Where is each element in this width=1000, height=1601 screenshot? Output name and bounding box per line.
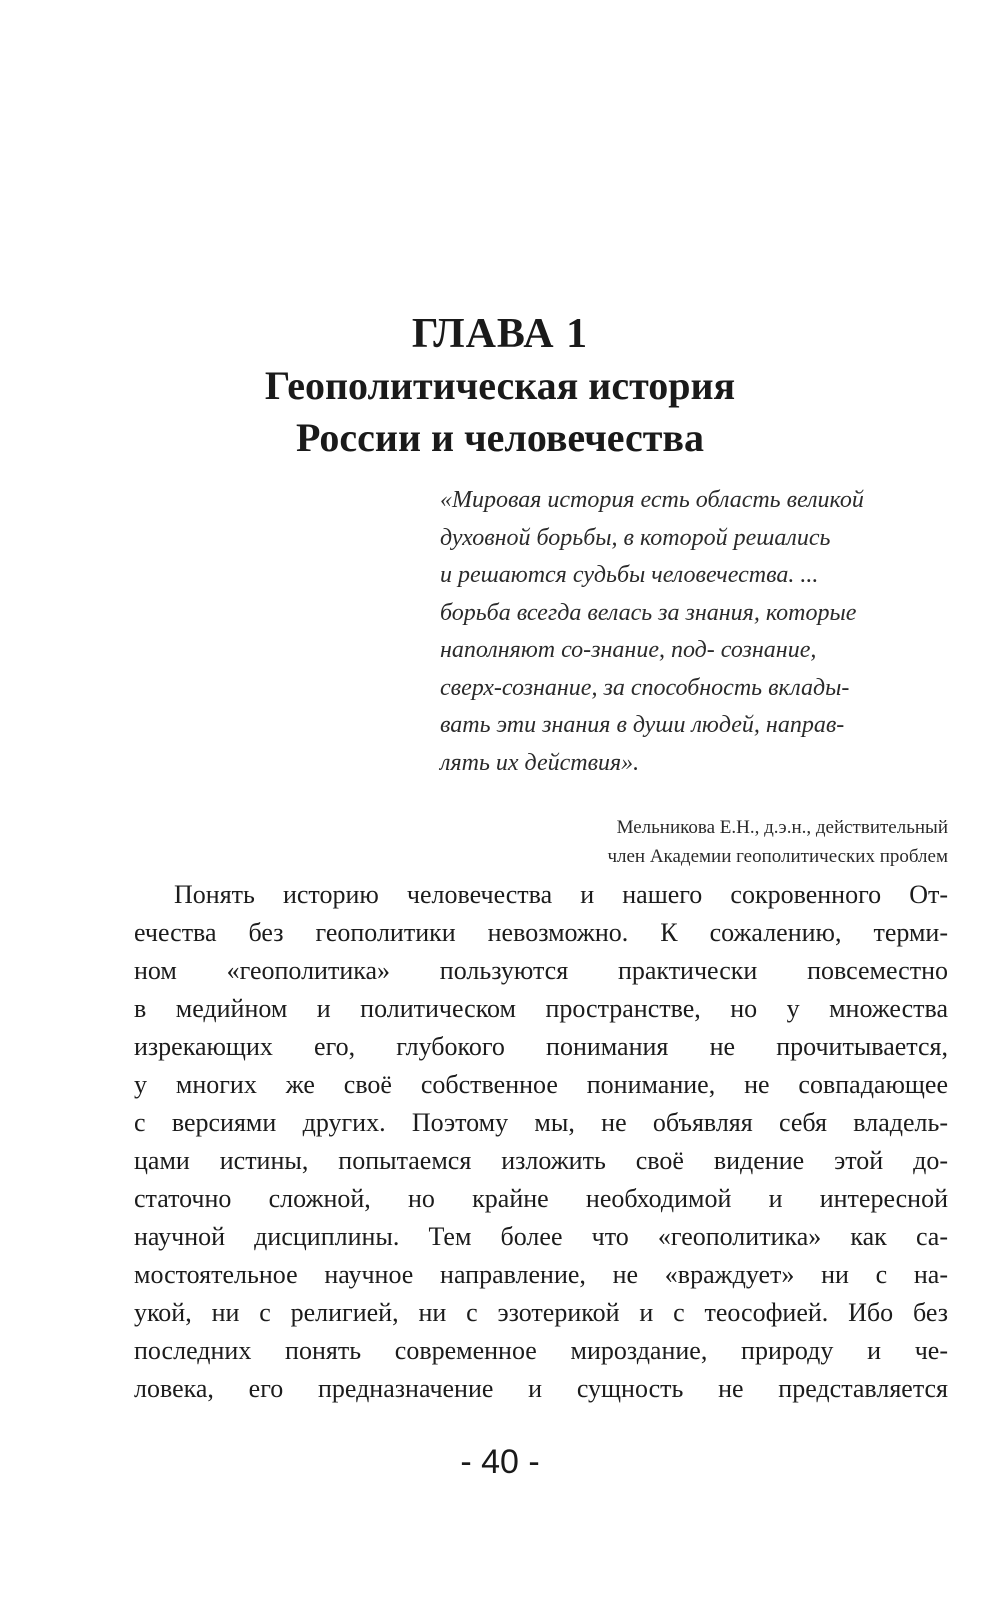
body-line: статочно сложной, но крайне необходимой и интересной: [134, 1184, 948, 1213]
epigraph-line: духовной борьбы, в которой решались: [440, 524, 831, 551]
body-paragraph: [134, 876, 948, 1408]
epigraph-line: сверх-сознание, за способность вклады-: [440, 674, 850, 701]
chapter-title-line-2: России и человечества: [295, 415, 704, 460]
body-line: последних понять современное мироздание, природу и че-: [134, 1336, 948, 1365]
epigraph-line: наполняют со-знание, под- сознание,: [440, 637, 817, 663]
epigraph-line: вать эти знания в души людей, направ-: [440, 712, 845, 738]
body-line: ечества без геополитики невозможно. К сожалению, терми-: [134, 918, 948, 947]
epigraph-attribution: [428, 813, 948, 871]
body-line: у многих же своё собственное понимание, не совпадающее: [134, 1070, 948, 1099]
body-line: цами истины, попытаемся изложить своё видение этой до-: [134, 1146, 948, 1175]
epigraph-line: «Мировая история есть область великой: [440, 487, 864, 513]
epigraph-line: борьба всегда велась за знания, которые: [440, 599, 857, 626]
body-line: укой, ни с религией, ни с эзотерикой и с теософией. Ибо без: [134, 1298, 948, 1327]
body-line: мостоятельное научное направление, не «враждует» ни с на-: [134, 1260, 948, 1289]
body-line: в медийном и политическом пространстве, но у множества: [134, 994, 948, 1023]
chapter-title-line-1: Геополитическая история: [264, 363, 736, 408]
body-line: ловека, его предназначение и сущность не представляется: [134, 1374, 948, 1403]
body-line: Понять историю человечества и нашего сокровенного От-: [174, 880, 948, 909]
body-line: с версиями других. Поэтому мы, не объявляя себя владель-: [134, 1108, 948, 1137]
body-line: научной дисциплины. Тем более что «геополитика» как са-: [134, 1222, 948, 1251]
body-line: изрекающих его, глубокого понимания не прочитывается,: [134, 1032, 948, 1061]
chapter-title: [0, 360, 1000, 464]
body-line: ном «геополитика» пользуются практически повсеместно: [134, 956, 948, 985]
epigraph-quote: [440, 482, 948, 782]
attribution-line-2: член Академии геополитических проблем: [607, 846, 948, 867]
attribution-line-1: Мельникова Е.Н., д.э.н., действительный: [616, 817, 948, 838]
page-number: - 40 -: [460, 1443, 540, 1481]
chapter-number: ГЛАВА 1: [411, 311, 589, 357]
epigraph-line: и решаются судьбы человечества. ...: [440, 562, 819, 588]
epigraph-line: лять их действия».: [440, 749, 640, 776]
